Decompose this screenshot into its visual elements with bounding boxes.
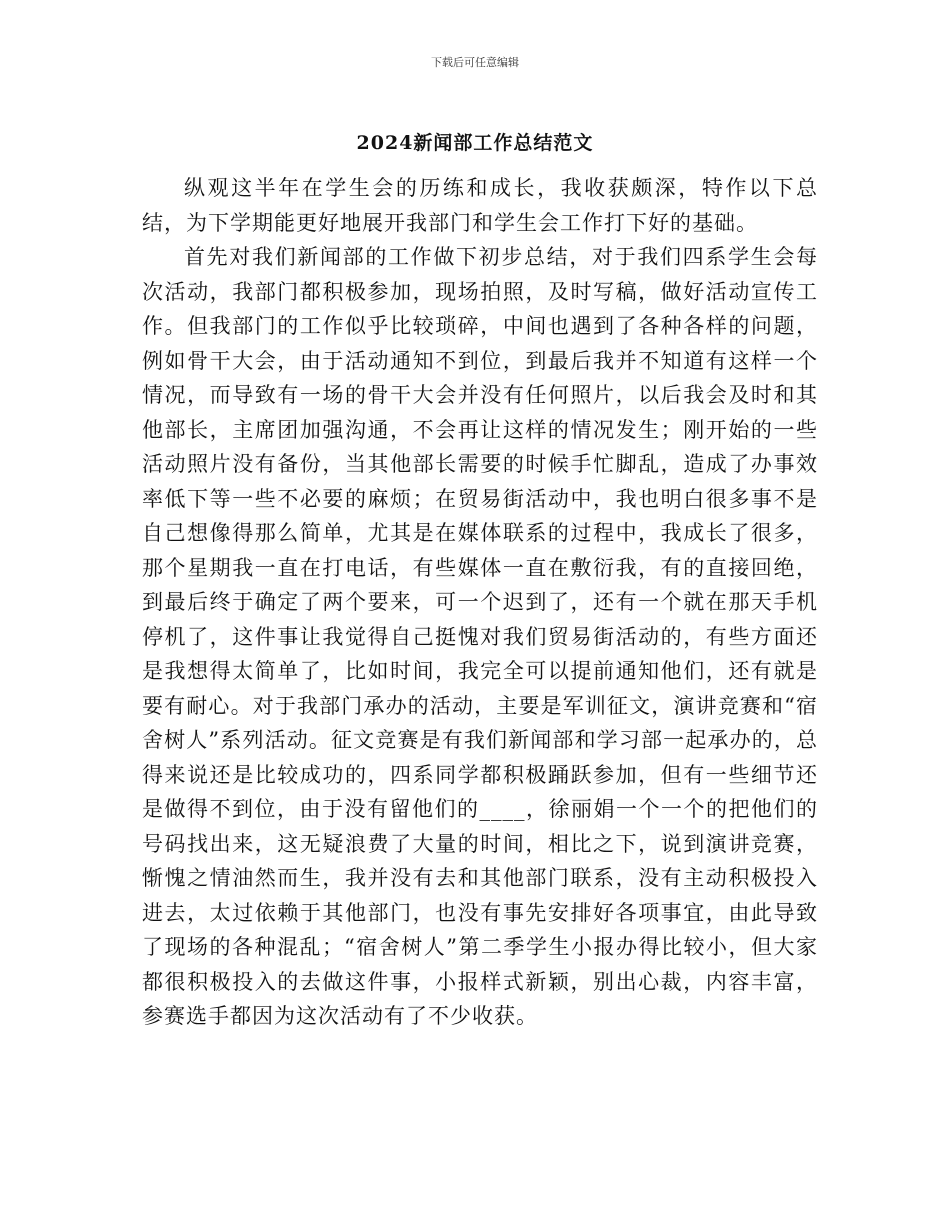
paragraph-intro: 纵观这半年在学生会的历练和成长，我收获颇深，特作以下总结，为下学期能更好地展开我部门和学生会工作打下好的基础。 [142, 176, 818, 235]
paragraph-summary: 首先对我们新闻部的工作做下初步总结，对于我们四系学生会每次活动，我部门都积极参加，现场拍照，及时写稿，做好活动宣传工作。但我部门的工作似乎比较琐碎，中间也遇到了各种各样的问题，例如骨干大会，由于活动通知不到位，到最后我并不知道有这样一个情况，而导致有一场的骨干大会并没有任何照片，以后我会及时和其他部长，主席团加强沟通，不会再让这样的情况发生；刚开始的一些活动照片没有备份，当其他部长需要的时候手忙脚乱，造成了办事效率低下等一些不必要的麻烦；在贸易街活动中，我也明白很多事不是自己想像得那么简单，尤其是在媒体联系的过程中，我成长了很多，那个星期我一直在打电话，有些媒体一直在敷衍我，有的直接回绝，到最后终于确定了两个要来，可一个迟到了，还有一个就在那天手机停机了，这件事让我觉得自己挺愧对我们贸易街活动的，有些方面还是我想得太简单了，比如时间，我完全可以提前通知他们，还有就是要有耐心。对于我部门承办的活动，主要是军训征文，演讲竞赛和“宿舍树人”系列活动。征文竞赛是有我们新闻部和学习部一起承办的，总得来说还是比较成功的，四系同学都积极踊跃参加，但有一些细节还是做得不到位，由于没有留他们的____，徐丽娟一个一个的把他们的号码找出来，这无疑浪费了大量的时间，相比之下，说到演讲竞赛，惭愧之情油然而生，我并没有去和其他部门联系，没有主动积极投入进去，太过依赖于其他部门，也没有事先安排好各项事宜，由此导致了现场的各种混乱；“宿舍树人”第二季学生小报办得比较小，但大家都很积极投入的去做这件事，小报样式新颖，别出心裁，内容丰富，参赛选手都因为这次活动有了不少收获。 [142, 245, 818, 1028]
document-title: 2024新闻部工作总结范文 [356, 132, 594, 154]
document-body [142, 171, 818, 1034]
header-note: 下载后可任意编辑 [431, 56, 519, 69]
